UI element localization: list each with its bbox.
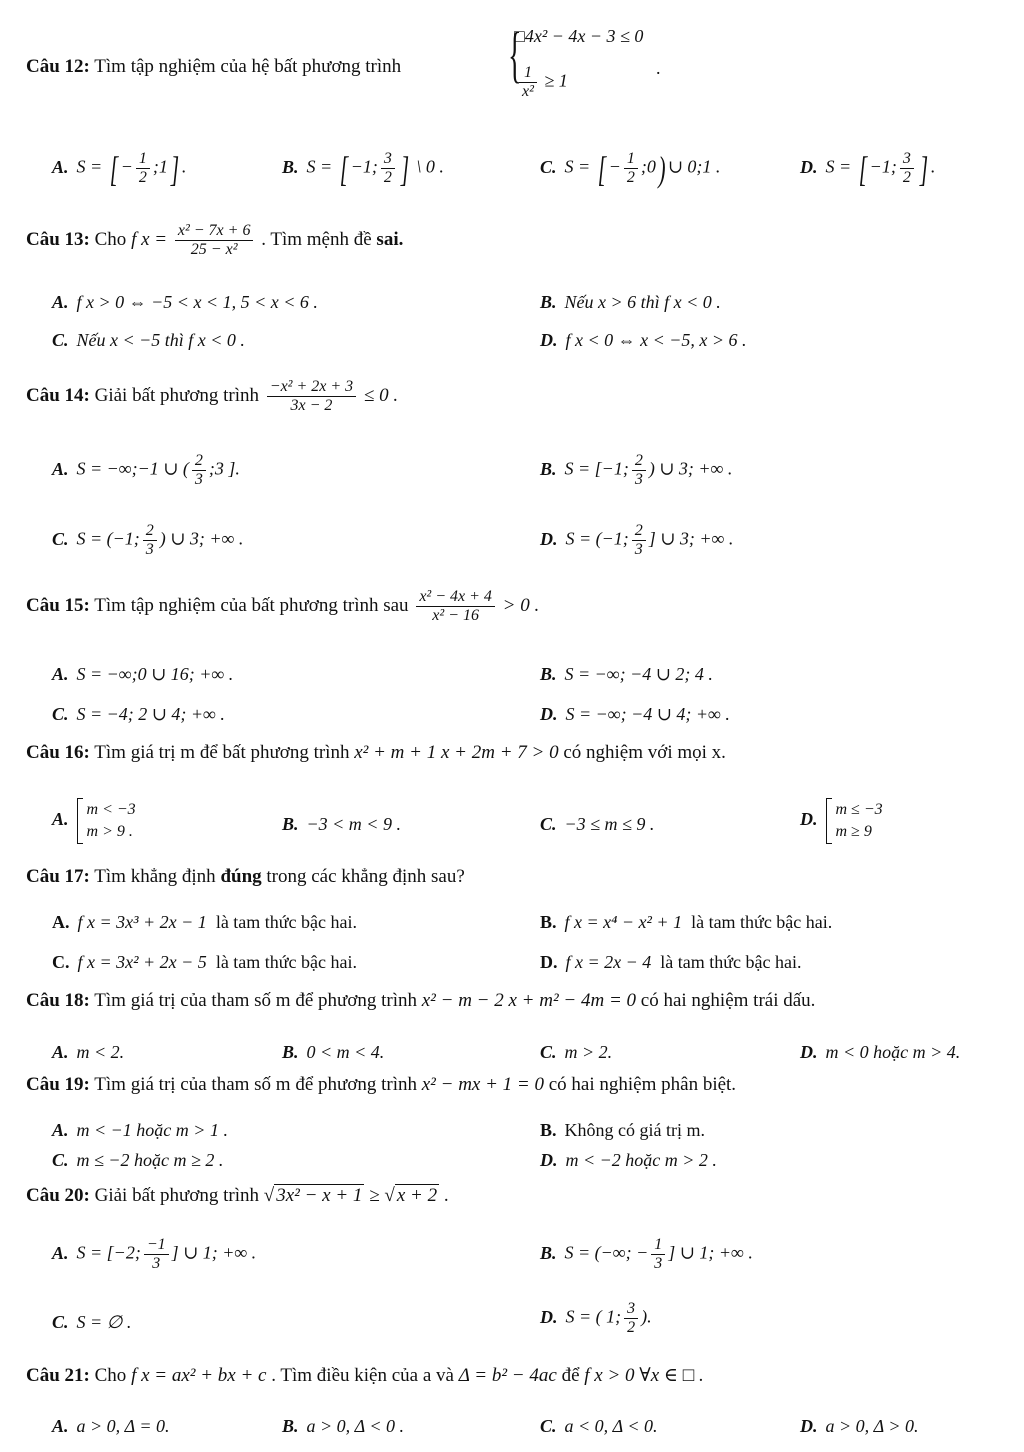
q15-option-d[interactable]: D. S = −∞; −4 ∪ 4; +∞ . [540,704,730,724]
q13-option-c[interactable]: C. Nếu x < −5 thì f x < 0 . [52,330,245,350]
q13-option-d[interactable]: D. f x < 0 ⇔ x < −5, x > 6 . [540,330,747,350]
q19-option-d[interactable]: D. m < −2 hoặc m > 2 . [540,1150,717,1170]
q15-option-b[interactable]: B. S = −∞; −4 ∪ 2; 4 . [540,664,713,684]
question-20: Câu 20: Giải bất phương trình √ 3x² − x + 1 ≥ √ x + 2 . [26,1185,449,1206]
q19-option-a[interactable]: A. m < −1 hoặc m > 1 . [52,1120,228,1140]
q21-option-d[interactable]: D. a > 0, Δ > 0. [800,1416,919,1436]
q18-option-c[interactable]: C. m > 2. [540,1042,613,1062]
q17-option-a[interactable]: A. f x = 3x³ + 2x − 1 là tam thức bậc hai. [52,912,358,932]
q20-option-a[interactable]: A. S = [−2; $\frac{-1}{3}$ ] ∪ 1; +∞ . [52,1236,257,1272]
question-13: Câu 13: Cho f x = $\frac{\text{x² − 7x + 6}}{\text{25 − x²}}$ . Tìm mệnh đề sai. [26,222,404,258]
q21-option-a[interactable]: A. a > 0, Δ = 0. [52,1416,170,1436]
question-17: Câu 17: Tìm khẳng định đúng trong các khẳng định sau? [26,866,465,887]
q12-option-d[interactable]: D. S = [ −1; $\frac{3}{2}$ ] . [800,148,936,189]
q15-option-c[interactable]: C. S = −4; 2 ∪ 4; +∞ . [52,704,225,724]
question-14: Câu 14: Giải bất phương trình $\frac{\text{−x² + 2x + 3}}{3x - 2}$ ≤ 0 . [26,378,399,414]
system-line-2: $\frac{1}{\text{x²}}$ ≥ 1 [516,64,568,101]
question-15: Câu 15: Tìm tập nghiệm của bất phương trình sau $\frac{\text{x² − 4x + 4}}{\text{x² − 16}}$ > 0 . [26,588,540,624]
q12-option-a[interactable]: A. S = [ − $\frac{1}{2}$ ;1] . [52,148,187,189]
question-number: Câu 12: [26,56,90,77]
system-brace: { [508,21,522,89]
q15-option-a[interactable]: A. S = −∞;0 ∪ 16; +∞ . [52,664,234,684]
q18-option-b[interactable]: B. 0 < m < 4. [282,1042,385,1062]
system-end: . [656,58,661,78]
q16-option-b[interactable]: B. −3 < m < 9 . [282,814,401,834]
q12-option-b[interactable]: B. S = [ −1; $\frac{3}{2}$ ] \ 0 . [282,148,444,189]
question-12 [26,56,401,78]
q13-option-b[interactable]: B. Nếu x > 6 thì f x < 0 . [540,292,721,312]
q14-option-b[interactable]: B. S = [−1; $\frac{2}{3}$ ) ∪ 3; +∞ . [540,452,733,488]
q16-option-c[interactable]: C. −3 ≤ m ≤ 9 . [540,814,655,834]
q17-option-d[interactable]: D. f x = 2x − 4 là tam thức bậc hai. [540,952,802,972]
q13-option-a[interactable]: A. f x > 0 ⇔ −5 < x < 1, 5 < x < 6 . [52,292,318,312]
q14-option-d[interactable]: D. S = (−1; $\frac{2}{3}$ ] ∪ 3; +∞ . [540,522,734,558]
question-21: Câu 21: Cho f x = ax² + bx + c . Tìm điều kiện của a và Δ = b² − 4ac để f x > 0 ∀x ∈ □ . [26,1365,704,1386]
q16-option-a[interactable]: A. m < −3 m > 9 . [52,798,136,844]
q14-option-a[interactable]: A. S = −∞;−1 ∪ ( $\frac{2}{3}$ ;3 ]. [52,452,240,488]
q20-option-d[interactable]: D. S = ( 1; $\frac{3}{2}$ ). [540,1300,652,1336]
system-line-1: □4x² − 4x − 3 ≤ 0 [514,26,644,46]
q19-option-b[interactable]: B. Không có giá trị m. [540,1120,705,1140]
q20-option-b[interactable]: B. S = (−∞; − $\frac{1}{3}$ ] ∪ 1; +∞ . [540,1236,753,1272]
question-19: Câu 19: Tìm giá trị của tham số m để phương trình x² − mx + 1 = 0 có hai nghiệm phân biệt. [26,1074,737,1095]
q17-option-c[interactable]: C. f x = 3x² + 2x − 5 là tam thức bậc hai. [52,952,358,972]
q14-option-c[interactable]: C. S = (−1; $\frac{2}{3}$ ) ∪ 3; +∞ . [52,522,244,558]
q18-option-d[interactable]: D. m < 0 hoặc m > 4. [800,1042,961,1062]
q19-option-c[interactable]: C. m ≤ −2 hoặc m ≥ 2 . [52,1150,224,1170]
q20-option-c[interactable]: C. S = ∅ . [52,1312,132,1332]
q12-option-c[interactable]: C. S = [ − $\frac{1}{2}$ ;0) ∪ 0;1 . [540,148,721,189]
q16-option-d[interactable]: D. m ≤ −3 m ≥ 9 [800,798,883,844]
q17-option-b[interactable]: B. f x = x⁴ − x² + 1 là tam thức bậc hai. [540,912,833,932]
question-16: Câu 16: Tìm giá trị m để bất phương trình x² + m + 1 x + 2m + 7 > 0 có nghiệm với mọi x. [26,742,726,763]
question-text: Tìm tập nghiệm của hệ bất phương trình [94,56,402,77]
q18-option-a[interactable]: A. m < 2. [52,1042,125,1062]
q21-option-b[interactable]: B. a > 0, Δ < 0 . [282,1416,405,1436]
q21-option-c[interactable]: C. a < 0, Δ < 0. [540,1416,658,1436]
question-18: Câu 18: Tìm giá trị của tham số m để phương trình x² − m − 2 x + m² − 4m = 0 có hai nghiệm trái dấu. [26,990,816,1011]
